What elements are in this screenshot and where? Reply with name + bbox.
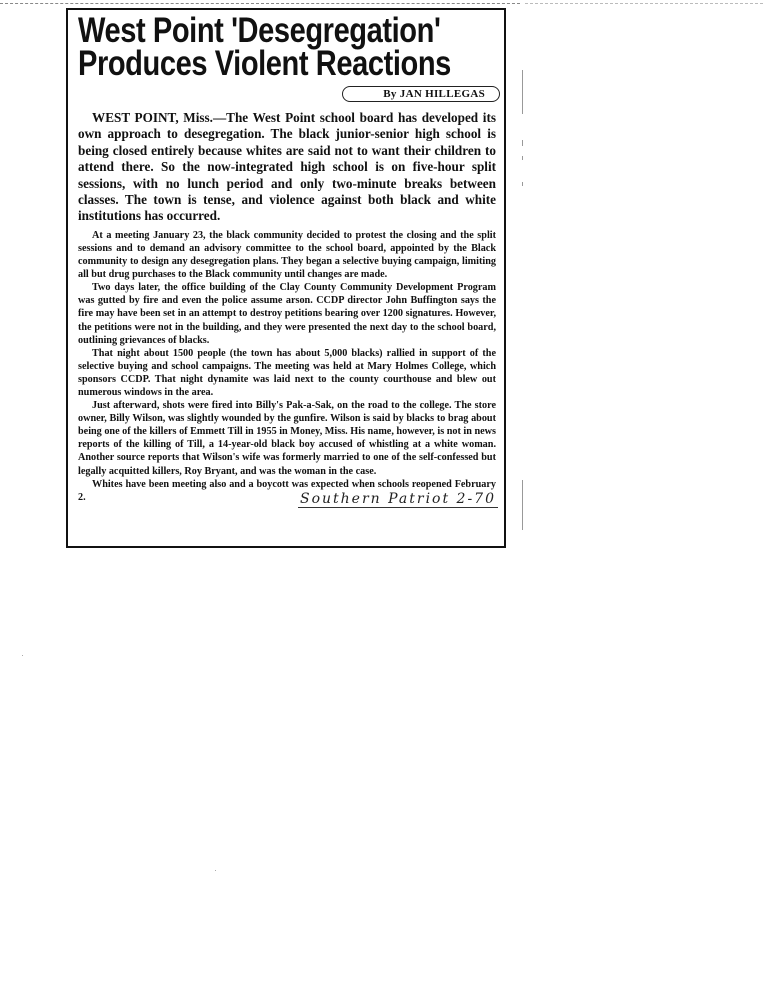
body-paragraph-2: Two days later, the office building of the Clay County Community Development Program was gutted by fire and even the police assume arson. CCDP director John Buffington says the fire may have been set in an attempt to destroy petitions bearing over 1200 signatures. However, the petitions were not in the building, and they were presented the next day to the school board, outlining grievances of blacks. [78,282,496,346]
newspaper-clipping [66,8,506,548]
byline: By JAN HILLEGAS [342,86,500,102]
scan-edge-top [0,3,520,4]
closing-paragraph: Whites have been meeting also and a boycott was expected when schools reopened February 2. [78,478,496,503]
headline-line-2: Produces Violent Reactions [78,44,451,83]
scan-speck [22,655,23,656]
body-paragraph-3: That night about 1500 people (the town has about 5,000 blacks) rallied in support of the selective buying and school campaigns. The meeting was held at Mary Holmes College, which sponsors CCDP. That night dynamite was laid next to the county courthouse and blew out numerous windows in the area. [78,347,496,398]
scan-edge-top-right [525,3,763,4]
body-paragraph-4: Just afterward, shots were fired into Billy's Pak-a-Sak, on the road to the college. The store owner, Billy Wilson, was slightly wounded by the gunfire. Wilson is said by blacks to brag about being one of the killers of Emmett Till in 1955 in Money, Miss. His name, however, is not in news reports of the killing of Till, a 14-year-old black boy accused of whistling at a white woman. Another source reports that Wilson's wife was formerly married to one of the self-confessed but legally acquitted killers, Roy Bryant, and was the woman in the case. [78,400,496,477]
handwritten-source-note: Southern Patriot 2-70 [299,490,496,507]
scan-margin-marks [522,70,526,530]
lead-paragraph: WEST POINT, Miss.—The West Point school board has developed its own approach to desegregation. The black junior-senior high school is being closed entirely because whites are said not to want their children to attend there. So the now-integrated high school is on five-hour split sessions, with no lunch period and only two-minute breaks between classes. The town is tense, and violence against both black and white institutions has occurred. [78,110,496,224]
scan-speck [215,870,216,871]
body-paragraph-1: At a meeting January 23, the black community decided to protest the closing and the split sessions and to demand an advisory committee to the school board, appointed by the Black community to design any desegregation plans. They began a selective buying campaign, limiting all but drug purchases to the Black community until changes are made. [78,229,496,281]
headline-line-1: West Point 'Desegregation' [78,11,441,50]
headline [78,11,503,83]
byline-container [78,86,496,110]
closing-block [78,478,496,507]
